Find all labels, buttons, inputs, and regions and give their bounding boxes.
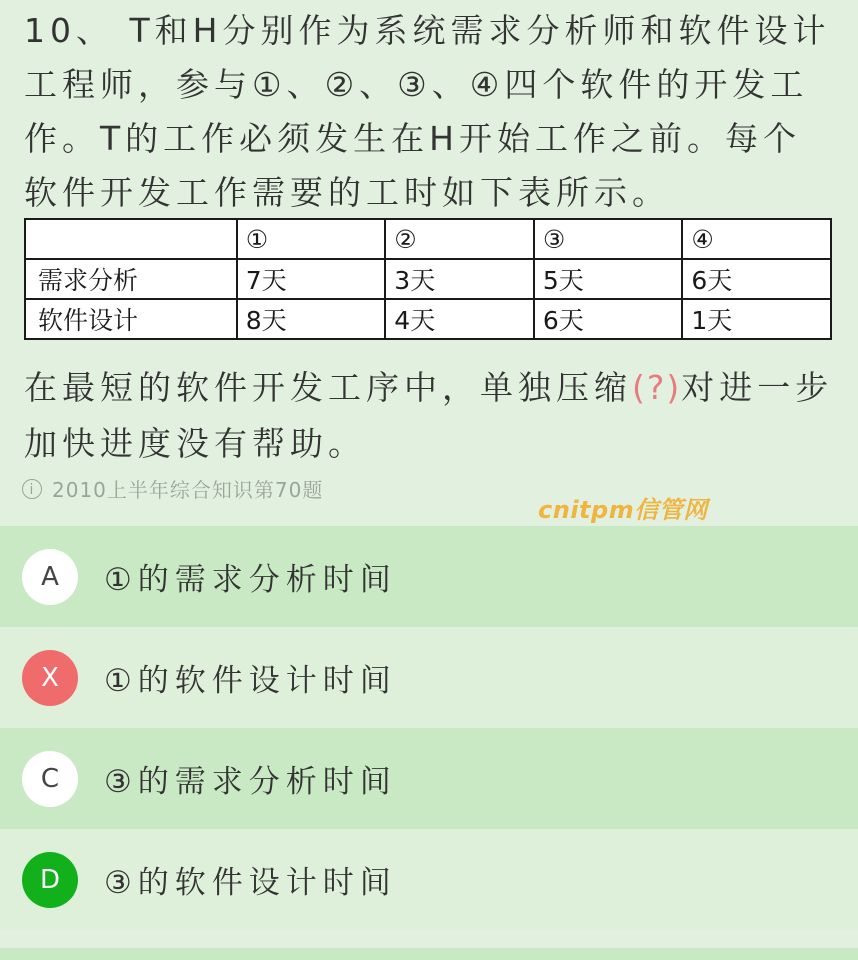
table-header-row <box>25 219 831 259</box>
option-b[interactable] <box>0 627 858 728</box>
option-c[interactable] <box>0 728 858 829</box>
watermark-brand: cnitpm信管网 <box>538 496 708 524</box>
prompt-after: 对进一步加快进度没有帮助。 <box>24 368 834 463</box>
table-cell: 8天 <box>237 299 386 339</box>
info-circle-icon: i <box>22 479 42 499</box>
prompt-before: 在最短的软件开发工序中，单独压缩 <box>24 368 632 407</box>
table-header-cell <box>25 219 237 259</box>
option-b-wrong-badge: X <box>22 650 78 706</box>
table-header-cell: ① <box>237 219 386 259</box>
table-cell: 3天 <box>385 259 534 299</box>
option-d-text: ③的软件设计时间 <box>104 865 397 901</box>
question-prompt <box>24 360 836 472</box>
table-row <box>25 299 831 339</box>
table-cell: 5天 <box>534 259 683 299</box>
answer-blank: (?) <box>632 368 682 407</box>
option-b-text: ①的软件设计时间 <box>104 663 397 699</box>
option-a[interactable] <box>0 526 858 627</box>
table-header-cell: ③ <box>534 219 683 259</box>
option-a-text: ①的需求分析时间 <box>104 562 397 598</box>
table-header-cell: ④ <box>682 219 831 259</box>
next-item-edge <box>0 948 858 960</box>
option-d-correct-badge: D <box>22 852 78 908</box>
option-d[interactable] <box>0 829 858 930</box>
question-text: 10、 T和H分别作为系统需求分析师和软件设计工程师，参与①、②、③、④四个软件的开发工作。T的工作必须发生在H开始工作之前。每个软件开发工作需要的工时如下表所示。 <box>24 11 831 212</box>
option-a-badge: A <box>22 549 78 605</box>
table-cell: 6天 <box>682 259 831 299</box>
table-cell: 6天 <box>534 299 683 339</box>
table-cell: 7天 <box>237 259 386 299</box>
option-c-text: ③的需求分析时间 <box>104 764 397 800</box>
effort-table <box>24 218 832 340</box>
table-cell: 1天 <box>682 299 831 339</box>
table-row-label: 软件设计 <box>25 299 237 339</box>
option-c-badge: C <box>22 751 78 807</box>
question-source <box>22 474 323 503</box>
table-header-cell: ② <box>385 219 534 259</box>
source-label: 2010上半年综合知识第70题 <box>52 478 324 502</box>
table-row-label: 需求分析 <box>25 259 237 299</box>
table-cell: 4天 <box>385 299 534 339</box>
table-row <box>25 259 831 299</box>
